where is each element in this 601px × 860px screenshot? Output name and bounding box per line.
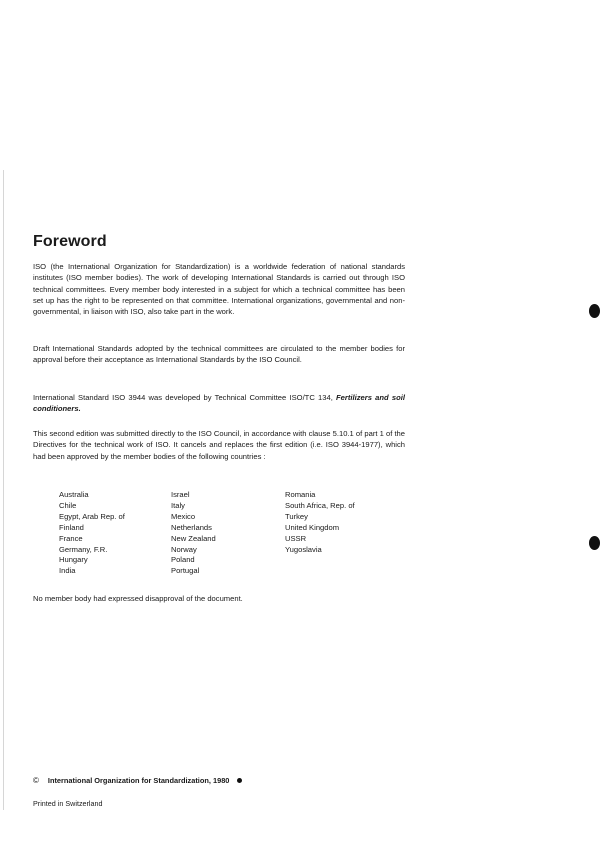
country-item: New Zealand — [171, 533, 216, 543]
committee-title: Fertilizers and soil conditioners. — [33, 393, 405, 414]
country-item: Hungary — [59, 555, 88, 565]
country-item: Finland — [59, 522, 84, 532]
punch-hole-mark — [589, 536, 600, 550]
paragraph-no-disapproval: No member body had expressed disapproval of the document. — [33, 594, 243, 603]
copyright-text: International Organization for Standardization, 1980 — [47, 776, 230, 785]
country-item: Yugoslavia — [285, 544, 322, 554]
page-title: Foreword — [33, 233, 107, 250]
country-item: Egypt, Arab Rep. of — [59, 511, 125, 521]
country-item: Australia — [59, 490, 89, 499]
country-item: Portugal — [171, 566, 200, 576]
paragraph-development — [33, 392, 405, 415]
scan-edge-line — [3, 170, 4, 810]
country-item: Germany, F.R. — [59, 544, 108, 554]
country-item: Norway — [171, 544, 197, 554]
country-item: India — [59, 566, 76, 576]
country-item: United Kingdom — [285, 522, 340, 532]
country-item: Chile — [59, 500, 77, 510]
development-text: International Standard ISO 3944 was developed by Technical Committee ISO/TC 134, — [33, 393, 333, 402]
country-item: Netherlands — [171, 522, 212, 532]
punch-hole-mark — [589, 304, 600, 318]
bullet-dot — [237, 778, 242, 783]
copyright-symbol: © — [33, 776, 39, 785]
country-item: USSR — [285, 533, 307, 543]
country-item: Mexico — [171, 511, 196, 521]
country-item: Israel — [171, 490, 190, 499]
country-item: Turkey — [285, 511, 308, 521]
country-item: Romania — [285, 490, 316, 499]
countries-column-2 — [171, 490, 216, 577]
paragraph-second-edition: This second edition was submitted directly to the ISO Council, in accordance with clause 5.10.1 of part 1 of the Directives for the technical work of ISO. It cancels and replaces the first edition (i.e. ISO 3944-1977), which had been approved by the member bodies of the following countries : — [33, 429, 405, 461]
printed-location: Printed in Switzerland — [33, 799, 103, 808]
country-item: South Africa, Rep. of — [285, 500, 355, 510]
country-item: Italy — [171, 500, 185, 510]
country-item: France — [59, 533, 83, 543]
paragraph-iso-intro: ISO (the International Organization for Standardization) is a worldwide federation of national standards institutes (ISO member bodies). The work of developing International Standards is carried out through ISO technical committees. Every member body interested in a subject for which a technical committee has been set up has the right to be represented on that committee. International organizations, governmental and non-governmental, in liaison with ISO, also take part in the work. — [33, 262, 405, 317]
paragraph-draft-standards: Draft International Standards adopted by the technical committees are circulated to the member bodies for approval before their acceptance as International Standards by the ISO Council. — [33, 344, 405, 365]
copyright-line — [33, 776, 242, 785]
country-item: Poland — [171, 555, 195, 565]
countries-column-1 — [59, 490, 125, 577]
countries-column-3 — [285, 490, 355, 555]
